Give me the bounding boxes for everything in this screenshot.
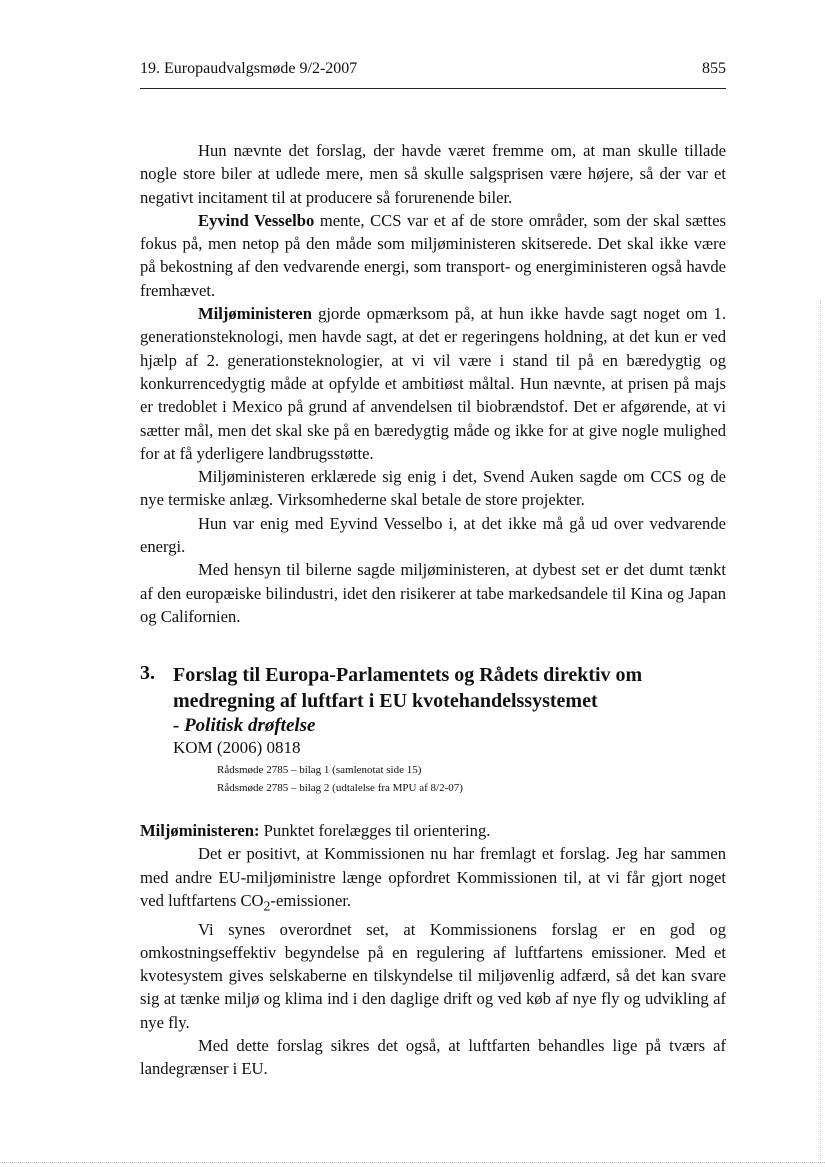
agenda-item-subtitle: - Politisk drøftelse (173, 715, 316, 736)
paragraph-text: -emissioner. (270, 890, 352, 910)
paragraph (140, 302, 726, 465)
paragraph-text: gjorde opmærksom på, at hun ikke havde sagt noget om 1. generationsteknologi, men havde sagt, at det er regeringens holdning, at det kun er ved hjælp af 2. generationsteknologier, at vi vil være i stand til på en bæredygtig og konkurrencedygtig måde at opfylde et ambitiøst måltal. Hun nævnte, at prisen på majs er tredoblet i Mexico på grund af anvendelsen til biobrændstof. Det er afgørende, at vi sætter mål, men det skal ske på en bæredygtig måde og ikke for at give nogle mulighed for at få yderligere landbrugsstøtte. (140, 304, 726, 463)
paragraph (140, 819, 726, 842)
paragraph: Med dette forslag sikres det også, at luftfarten behandles lige på tværs af landegrænser i EU. (140, 1035, 726, 1079)
paragraph-text: Det er positivt, at Kommissionen nu har fremlagt et forslag. Jeg har sammen med andre EU-miljøministre længe opfordret Kommissionen til, at vi får gjort noget ved luftfartens CO (140, 844, 726, 910)
agenda-item-number: 3. (140, 662, 155, 684)
scan-edge-right (819, 300, 821, 1160)
attachment-item: Rådsmøde 2785 – bilag 2 (udtalelse fra MPU af 8/2-07) (217, 782, 463, 794)
speaker-name: Eyvind Vesselbo (198, 210, 315, 230)
paragraph-text: Punktet forelægges til orientering. (259, 821, 491, 840)
document-reference: KOM (2006) 0818 (173, 738, 301, 757)
running-header (140, 60, 726, 89)
intro-section (140, 139, 726, 628)
speaker-name: Miljøministeren (198, 304, 312, 324)
attachment-item: Rådsmøde 2785 – bilag 1 (samlenotat side 15) (217, 764, 422, 776)
paragraph: Vi synes overordnet set, at Kommissionens forslag er en god og omkostningseffektiv begyndelse på en regulering af luftfartens emissioner. Med et kvotesystem gives selskaberne en tilskyndelse til miljøvenlig adfærd, så det kan svare sig at tænke miljø og klima ind i den daglige drift og ved køb af nye fly og udvikling af nye fly. (140, 919, 726, 1032)
paragraph (140, 842, 726, 917)
paragraph: Med hensyn til bilerne sagde miljøministeren, at dybest set er det dumt tænkt af den europæiske bilindustri, idet den risikerer at tabe markedsandele til Kina og Japan og Californien. (140, 560, 726, 626)
paragraph: Hun var enig med Eyvind Vesselbo i, at det ikke må gå ud over vedvarende energi. (140, 513, 726, 557)
agenda-title-line: Forslag til Europa-Parlamentets og Rådets direktiv om (173, 664, 643, 686)
discussion-section (140, 819, 726, 1081)
agenda-item-title (173, 662, 733, 714)
paragraph-text: mente, CCS var et af de store områder, som der skal sættes fokus på, men netop på den måde som miljøministeren skitserede. Det skal ikke være på bekostning af den vedvarende energi, som transport- og energiministeren også havde fremhævet. (140, 210, 726, 300)
subscript: 2 (263, 898, 271, 914)
attachment-list (217, 761, 463, 797)
agenda-title-line: medregning af luftfart i EU kvotehandelssystemet (173, 690, 598, 712)
paragraph: Hun nævnte det forslag, der havde været fremme om, at man skulle tillade nogle store biler at udlede mere, men så skulle salgsprisen være højere, så der var et negativt incitament til at producere så forurenende biler. (140, 141, 726, 207)
header-title: 19. Europaudvalgsmøde 9/2-2007 (140, 60, 358, 77)
page-number: 855 (702, 60, 726, 77)
scan-edge-bottom (0, 1161, 825, 1163)
paragraph (140, 209, 726, 302)
speaker-name: Miljøministeren: (140, 821, 260, 840)
paragraph: Miljøministeren erklærede sig enig i det, Svend Auken sagde om CCS og de nye termiske anlæg. Virksomhederne skal betale de store projekter. (140, 467, 726, 510)
